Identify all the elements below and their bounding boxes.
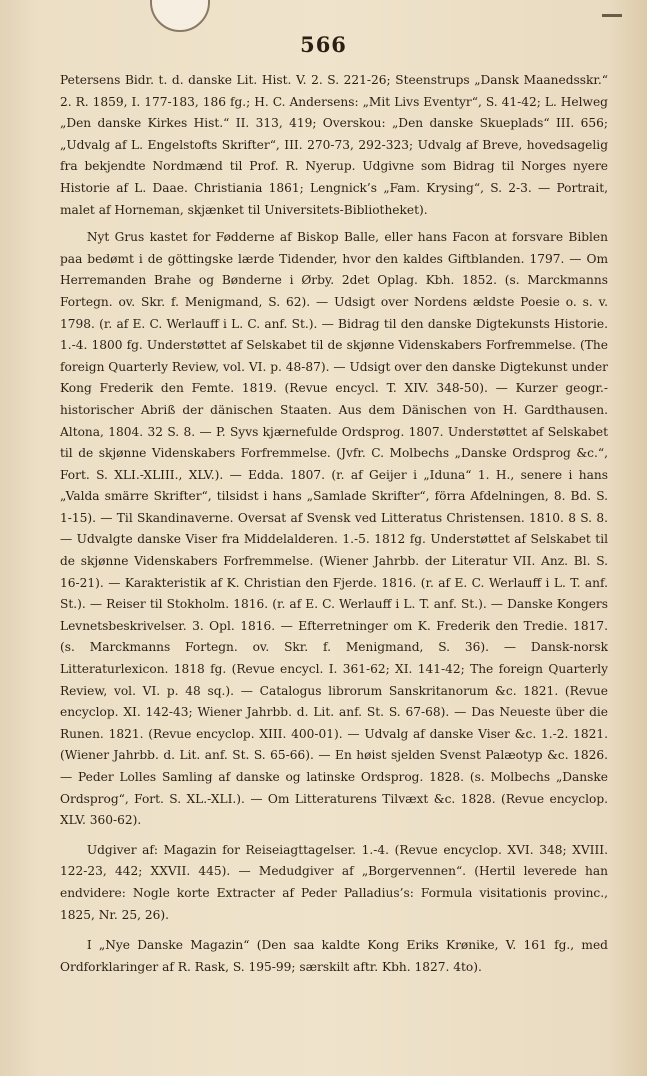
paragraph-editor: Udgiver af: Magazin for Reiseiagttagelser. 1.-4. (Revue encyclop. XVI. 348; XVIII. 122-23, 442; XXVII. 445). — Medudgiver af „Borgervennen“. (Hertil leverede han endvidere: Nogle korte Extracter af Peder Palladius’s: Formula visitationis provinc., 1825, Nr. 25, 26). bbox=[60, 842, 608, 922]
binding-hole bbox=[150, 0, 210, 32]
paragraph-works: Nyt Grus kastet for Fødderne af Biskop Balle, eller hans Facon at forsvare Biblen paa bedømt i de göttingske lærde Tidender, hvor den kaldes Giftblanden. 1797. — Om Herremanden Brahe og Bønderne i Ørby. 2det Oplag. Kbh. 1852. (s. Marckmanns Fortegn. ov. Skr. f. Menigmand, S. 62). — Udsigt over Nordens ældste Poesie o. s. v. 1798. (r. af E. C. Werlauff i L. C. anf. St.). — Bidrag til den danske Digtekunsts Historie. 1.-4. 1800 fg. Understøttet af Selskabet til de skjønne Videnskabers Forfremmelse. (The foreign Quarterly Review, vol. VI. p. 48-87). — Udsigt over den danske Digtekunst under Kong Frederik den Femte. 1819. (Revue encycl. T. XIV. 348-50). — Kurzer geogr.-historischer Abriß der dänischen Staaten. Aus dem Dänischen von H. Gardthausen. Altona, 1804. 32 S. 8. — P. Syvs kjærnefulde Ordsprog. 1807. Understøttet af Selskabet til de skjønne Videnskabers Forfremmelse. (Jvfr. C. Molbechs „Danske Ordsprog &c.“, Fort. S. XLI.-XLIII., XLV.). — Edda. 1807. (r. af Geijer i „Iduna“ 1. H., senere i hans „Valda smärre Skrifter“, tilsidst i hans „Samlade Skrifter“, förra Afdelningen, 8. Bd. S. 1-15). — Til Skandinaverne. Oversat af Svensk ved Litteratus Christensen. 1810. 8 S. 8. — Udvalgte danske Viser fra Middelalderen. 1.-5. 1812 fg. Understøttet af Selskabet til de skjønne Videnskabers Forfremmelse. (Wiener Jahrbb. der Literatur VII. Anz. Bl. S. 16-21). — Karakteristik af K. Christian den Fjerde. 1816. (r. af E. C. Werlauff i L. T. anf. St.). — Reiser til Stokholm. 1816. (r. af E. C. Werlauff i L. T. anf. St.). — Danske Kongers Levnetsbeskrivelser. 3. Opl. 1816. — Efterretninger om K. Frederik den Tredie. 1817. (s. Marckmanns Fortegn. ov. Skr. f. Menigmand, S. 36). — Dansk-norsk Litteraturlexicon. 1818 fg. (Revue encycl. I. 361-62; XI. 141-42; The foreign Quarterly Review, vol. VI. p. 48 sq.). — Catalogus librorum Sanskritanorum &c. 1821. (Revue encyclop. XI. 142-43; Wiener Jahrbb. d. Lit. anf. St. S. 67-68). — Das Neueste über die Runen. 1821. (Revue encyclop. XIII. 400-01). — Udvalg af danske Viser &c. 1.-2. 1821. (Wiener Jahrbb. d. Lit. anf. St. S. 65-66). — En høist sjelden Svenst Palæotyp &c. 1826. — Peder Lolles Samling af danske og latinske Ordsprog. 1828. (s. Molbechs „Danske Ordsprog“, Fort. S. XL.-XLI.). — Om Litteraturens Tilvæxt &c. 1828. (Revue encyclop. XLV. 360-62). bbox=[60, 230, 608, 828]
page-edge-mark bbox=[602, 14, 622, 17]
paragraph-references: Petersens Bidr. t. d. danske Lit. Hist. V. 2. S. 221-26; Steenstrups „Dansk Maanedsskr.“ 2. R. 1859, I. 177-183, 186 fg.; H. C. Andersens: „Mit Livs Eventyr“, S. 41-42; L. Helweg „Den danske Kirkes Hist.“ II. 313, 419; Overskou: „Den danske Skueplads“ III. 656; „Udvalg af L. Engelstofts Skrifter“, III. 270-73, 292-323; Udvalg af Breve, hovedsagelig fra bekjendte Nordmænd til Prof. R. Nyerup. Udgivne som Bidrag til Norges nyere Historie af L. Daae. Christiania 1861; Lengnick’s „Fam. Krysing“, S. 2-3. — Portrait, malet af Horneman, skjænket til Universitets-Bibliotheket). bbox=[60, 73, 608, 217]
paragraph-magazine: I „Nye Danske Magazin“ (Den saa kaldte Kong Eriks Krønike, V. 161 fg., med Ordforklaringer af R. Rask, S. 195-99; særskilt aftr. Kbh. 1827. 4to). bbox=[60, 938, 608, 974]
body-text bbox=[60, 70, 608, 978]
page-number: 566 bbox=[300, 32, 347, 57]
